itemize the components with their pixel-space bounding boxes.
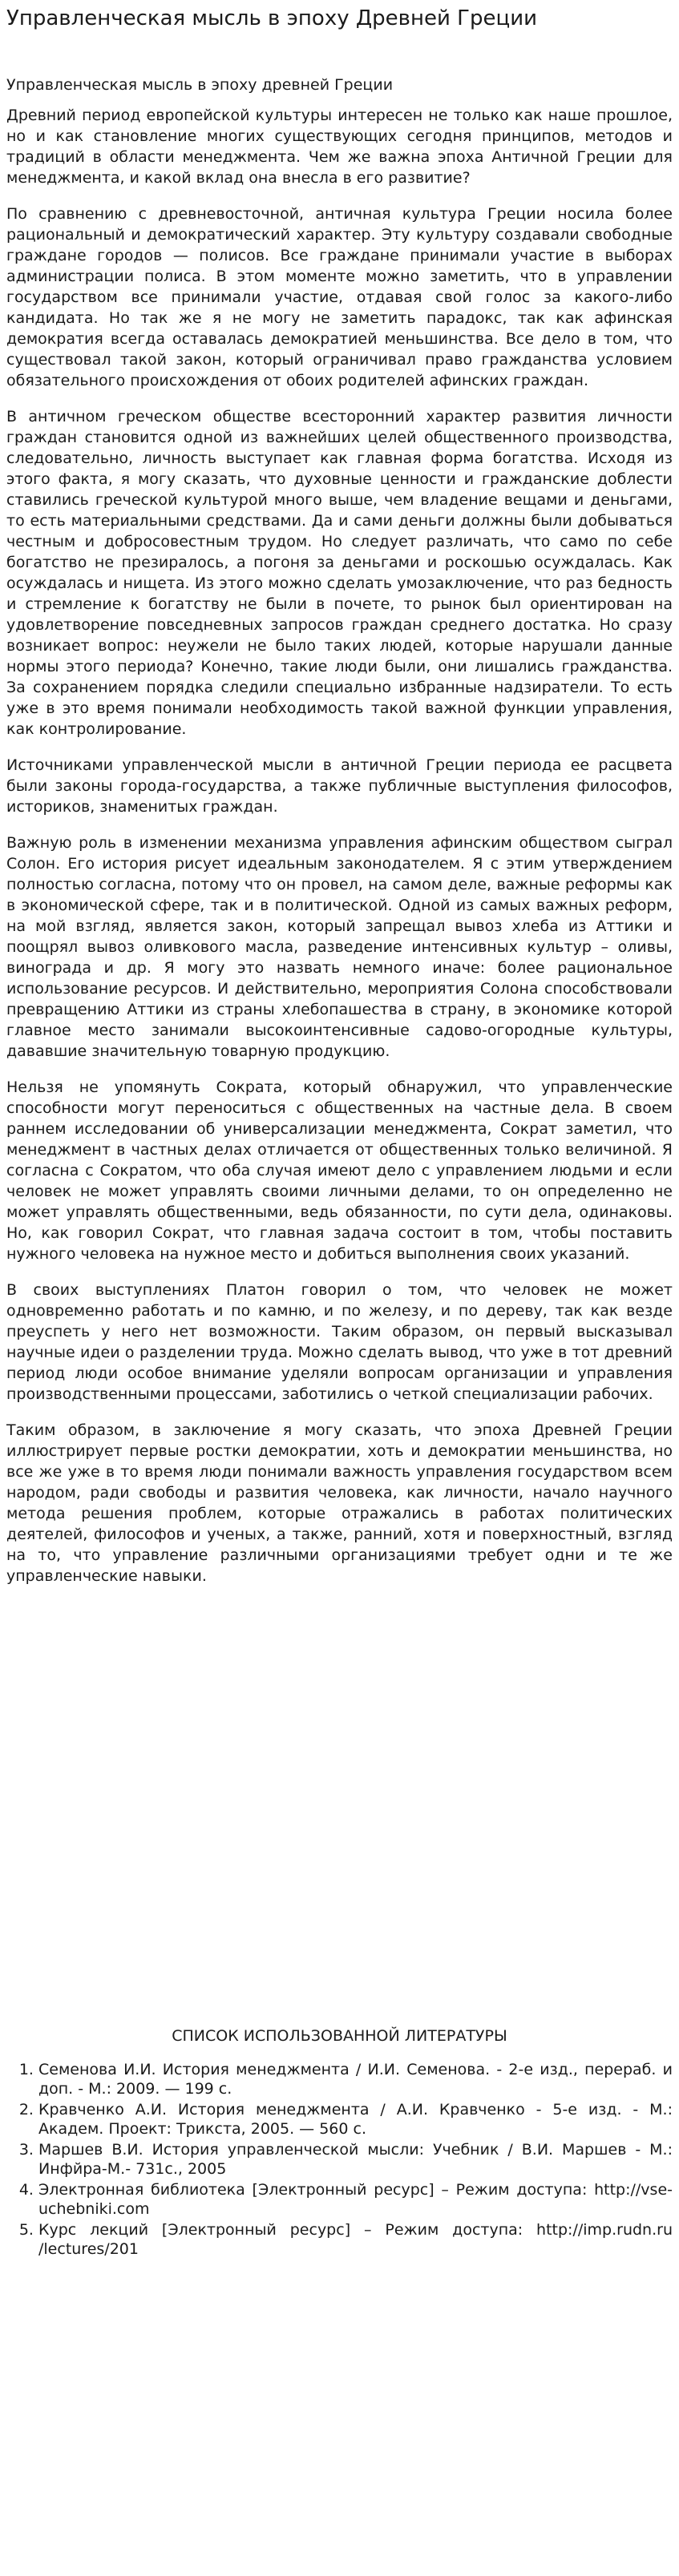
article-paragraph: Нельзя не упомянуть Сократа, который обнаружил, что управленческие способности могут переноситься с общественных на частные дела. В своем раннем исследовании об универсализации менеджмента, Сократ заметил, что менеджмент в частных делах отличается от общественных только величиной. Я согласна с Сократом, что оба случая имеют дело с управлением людьми и если человек не может управлять своими личными делами, то он определенно не может управлять общественными, ведь обязанности, по сути дела, одинаковы. Но, как говорил Сократ, что главная задача состоит в том, чтобы поставить нужного человека на нужное место и добиться выполнения своих указаний. — [6, 1078, 673, 1263]
reference-item: 5. Курс лекций [Электронный ресурс] – Режим доступа: http://imp.rudn.ru /lectures/201 — [38, 2220, 673, 2259]
reference-item: 2. Кравченко А.И. История менеджмента / А.И. Кравченко - 5-е изд. - М.: Академ. Проект: Трикста, 2005. — 560 с. — [38, 2100, 673, 2139]
article-paragraph: Таким образом, в заключение я могу сказать, что эпоха Древней Греции иллюстрирует первые ростки демократии, хоть и демократии меньшинства, но все же уже в то время люди понимали важность управления государством всем народом, ради свободы и развития человека, как личности, начало научного метода решения проблем, которые отражались в работах политических деятелей, философов и ученых, а также, ранний, хотя и поверхностный, взгляд на то, что управление различными организациями требует одни и те же управленческие навыки. — [6, 1421, 673, 1585]
references-title: СПИСОК ИСПОЛЬЗОВАННОЙ ЛИТЕРАТУРЫ — [172, 2027, 507, 2045]
reference-item: 3. Маршев В.И. История управленческой мысли: Учебник / В.И. Маршев - М.: Инфйра-М.- 731с., 2005 — [38, 2140, 673, 2179]
article-paragraph: Источниками управленческой мысли в античной Греции периода ее расцвета были законы города-государства, а также публичные выступления философов, историков, знаменитых граждан. — [6, 756, 673, 816]
article — [6, 76, 673, 1586]
reference-item: 4. Электронная библиотека [Электронный ресурс] – Режим доступа: http://vse-uchebniki.com — [38, 2180, 673, 2219]
references-list — [6, 2060, 673, 2259]
article-paragraph: По сравнению с древневосточной, античная культура Греции носила более рациональный и демократический характер. Эту культуру создавали свободные граждане городов — полисов. Все граждане принимали участие в выборах администрации полиса. В этом моменте можно заметить, что в управлении государством все принимали участие, отдавая свой голос за какого-либо кандидата. Но так же я не могу не заметить парадокс, так как афинская демократия всегда оставалась демократией меньшинства. Все дело в том, что существовал такой закон, который ограничивал право гражданства условием обязательного происхождения от обоих родителей афинских граждан. — [6, 205, 673, 389]
article-heading: Управленческая мысль в эпоху древней Греции — [6, 76, 394, 94]
reference-item: 1. Семенова И.И. История менеджмента / И.И. Семенова. - 2-е изд., перераб. и доп. - М.: 2009. — 199 с. — [38, 2060, 673, 2098]
references-section — [6, 2026, 673, 2259]
article-paragraph: Древний период европейской культуры интересен не только как наше прошлое, но и как становление многих существующих сегодня принципов, методов и традиций в области менеджмента. Чем же важна эпоха Античной Греции для менеджмента, и какой вклад она внесла в его развитие? — [6, 107, 673, 187]
blank-space — [6, 1602, 673, 2026]
page-title: Управленческая мысль в эпоху Древней Греции — [6, 6, 537, 30]
article-paragraph: Важную роль в изменении механизма управления афинским обществом сыграл Солон. Его история рисует идеальным законодателем. Я с этим утверждением полностью согласна, потому что он провел, на самом деле, важные реформы как в экономической сфере, так и в политической. Одной из самых важных реформ, на мой взгляд, является закон, который запрещал вывоз хлеба из Аттики и поощрял вывоз оливкового масла, разведение интенсивных культур – оливы, винограда и др. Я могу это назвать немного иначе: более рациональное использование ресурсов. И действительно, мероприятия Солона способствовали превращению Аттики из страны хлебопашества в страну, в экономике которой главное место занимали высокоинтенсивные садово-огородные культуры, дававшие значительную товарную продукцию. — [6, 834, 673, 1060]
article-paragraph: В своих выступлениях Платон говорил о том, что человек не может одновременно работать и по камню, и по железу, и по дереву, так как везде преуспеть у него нет возможности. Таким образом, он первый высказывал научные идеи о разделении труда. Можно сделать вывод, что уже в тот древний период люди особое внимание уделяли вопросам организации и управления производственными процессами, заботились о четкой специализации рабочих. — [6, 1281, 673, 1403]
article-paragraph: В античном греческом обществе всесторонний характер развития личности граждан становится одной из важнейших целей общественного производства, следовательно, личность выступает как главная форма богатства. Исходя из этого факта, я могу сказать, что духовные ценности и гражданские доблести ставились греческой культурой много выше, чем владение вещами и деньгами, то есть материальными средствами. Да и сами деньги должны были добываться честным и добросовестным трудом. Но следует различать, что само по себе богатство не презиралось, а погоня за деньгами и роскошью осуждалась. Как осуждалась и нищета. Из этого можно сделать умозаключение, что раз бедность и стремление к богатству не были в почете, то рынок был ориентирован на удовлетворение повседневных запросов граждан среднего достатка. Но сразу возникает вопрос: неужели не было таких людей, которые нарушали данные нормы этого периода? Конечно, такие люди были, они лишались гражданства. За сохранением порядка следили специально избранные надзиратели. То есть уже в это время понимали необходимость такой важной функции управления, как контролирование. — [6, 408, 673, 738]
